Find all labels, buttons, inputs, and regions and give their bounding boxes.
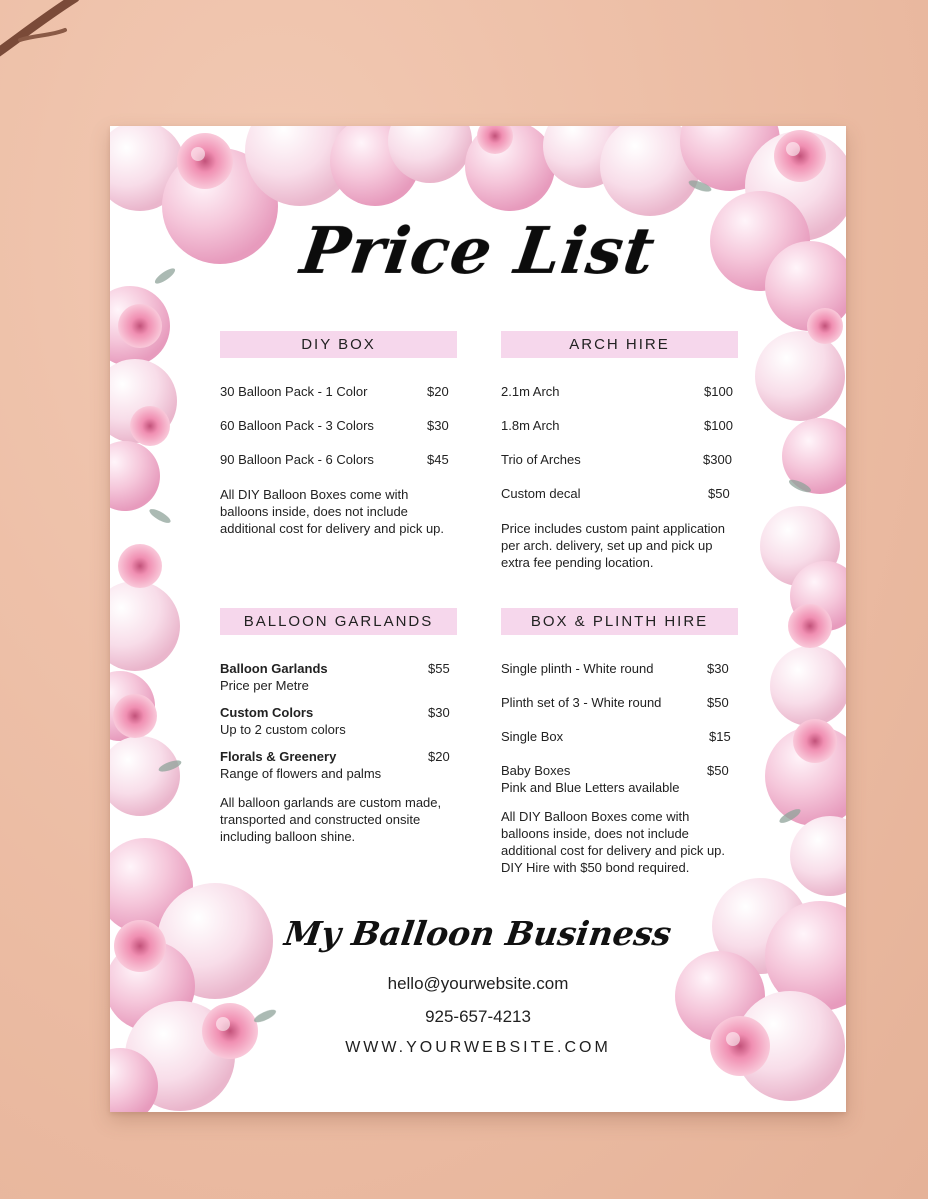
item-label: Trio of Arches: [501, 452, 581, 467]
item-label: 2.1m Arch: [501, 384, 560, 399]
email-address: hello@yourwebsite.com: [387, 974, 569, 993]
list-item: [220, 749, 450, 783]
section-heading-box-plinth-hire: BOX & PLINTH HIRE: [501, 608, 738, 635]
item-label: 1.8m Arch: [501, 418, 560, 433]
item-price: $30: [427, 418, 449, 433]
item-price: $30: [428, 705, 450, 720]
item-price: $50: [707, 763, 729, 778]
section-heading-balloon-garlands: BALLOON GARLANDS: [220, 608, 457, 635]
item-label: Custom Colors: [220, 705, 314, 720]
list-item: [501, 763, 731, 797]
website-url: WWW.YOURWEBSITE.COM: [345, 1039, 611, 1056]
list-item: [220, 661, 450, 695]
section-heading-diy-box: DIY BOX: [220, 331, 457, 358]
item-price: $50: [708, 486, 730, 501]
section-note: Price includes custom paint application per arch. delivery, set up and pick up extra fee pending location.: [501, 521, 726, 570]
item-sublabel: Pink and Blue Letters available: [501, 780, 680, 795]
item-label: Single Box: [501, 729, 564, 744]
price-list-sheet: [110, 126, 846, 1112]
list-item: [220, 705, 450, 739]
item-label: 90 Balloon Pack - 6 Colors: [220, 452, 374, 467]
item-sublabel: Up to 2 custom colors: [220, 722, 346, 737]
item-label: Florals & Greenery: [220, 749, 337, 764]
item-label: Custom decal: [501, 486, 581, 501]
section-heading-arch-hire: ARCH HIRE: [501, 331, 738, 358]
item-label: Balloon Garlands: [220, 661, 328, 676]
item-price: $15: [709, 729, 731, 744]
item-sublabel: Range of flowers and palms: [220, 766, 382, 781]
item-price: $20: [428, 749, 450, 764]
twig-decoration: [0, 0, 120, 80]
item-price: $55: [428, 661, 450, 676]
section-note: All balloon garlands are custom made, transported and constructed onsite including balloon shine.: [220, 795, 442, 844]
item-label: 60 Balloon Pack - 3 Colors: [220, 418, 374, 433]
item-label: Single plinth - White round: [501, 661, 654, 676]
business-name: My Balloon Business: [282, 914, 674, 953]
phone-number: 925-657-4213: [425, 1007, 531, 1026]
item-label: Baby Boxes: [501, 763, 571, 778]
item-label: 30 Balloon Pack - 1 Color: [220, 384, 368, 399]
section-note: All DIY Balloon Boxes come with balloons inside, does not include additional cost for delivery and pick up. DIY Hire with $50 bond required.: [501, 809, 726, 875]
item-price: $20: [427, 384, 449, 399]
item-price: $45: [427, 452, 449, 467]
item-sublabel: Price per Metre: [220, 678, 309, 693]
item-price: $30: [707, 661, 729, 676]
section-note: All DIY Balloon Boxes come with balloons inside, does not include additional cost for delivery and pick up.: [220, 487, 445, 536]
item-price: $100: [704, 418, 733, 433]
item-price: $300: [703, 452, 732, 467]
item-price: $100: [704, 384, 733, 399]
page-title: Price List: [296, 214, 660, 289]
item-price: $50: [707, 695, 729, 710]
item-label: Plinth set of 3 - White round: [501, 695, 662, 710]
